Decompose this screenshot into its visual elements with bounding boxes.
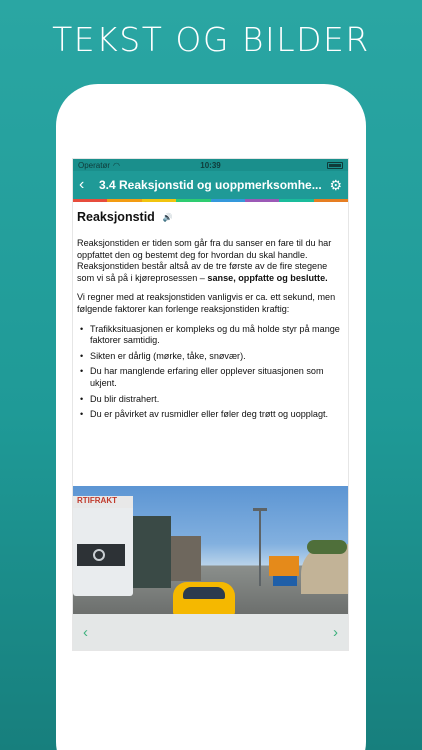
truck-trailer xyxy=(133,516,171,588)
strip-segment xyxy=(107,199,141,202)
bottom-nav-bar xyxy=(73,614,348,650)
road-sign xyxy=(269,556,299,576)
wifi-icon: ◠ xyxy=(113,160,120,170)
next-chevron-icon[interactable]: › xyxy=(333,623,338,641)
paragraph-1-text: Reaksjonstiden er tiden som går fra du sanser en fare til du har oppfattet den og bestemt deg for hvordan du skal handle. Reaksjonstiden består altså av de tre første av de fire stegene som vi så på i kjøreprosessen – xyxy=(77,238,332,283)
carrier-label: Operatør xyxy=(78,160,111,170)
list-item: • Trafikksituasjonen er kompleks og du må holde styr på mange faktorer samtidig. xyxy=(77,324,343,347)
list-item: • Du blir distrahert. xyxy=(77,394,343,406)
gear-icon[interactable]: ⚙ xyxy=(329,176,342,193)
factor-list xyxy=(77,324,343,421)
paragraph-1 xyxy=(77,238,343,284)
battery-icon xyxy=(327,162,343,169)
status-time: 10:39 xyxy=(200,160,221,170)
traffic-photo xyxy=(73,486,348,614)
color-strip xyxy=(73,199,348,202)
list-item: • Du er påvirket av rusmidler eller føler deg trøtt og uopplagt. xyxy=(77,409,343,421)
lesson-content xyxy=(73,202,348,421)
promo-title: TEKST OG BILDER xyxy=(52,20,370,59)
road-sign-blue xyxy=(273,576,297,586)
status-bar xyxy=(73,159,348,171)
strip-segment xyxy=(211,199,245,202)
strip-segment xyxy=(142,199,176,202)
strip-segment xyxy=(73,199,107,202)
truck-sign: RTIFRAKT xyxy=(73,496,133,508)
strip-segment xyxy=(176,199,210,202)
paragraph-2: Vi regner med at reaksjonstiden vanligvis er ca. ett sekund, men følgende faktorer kan forlenge reaksjonstiden kraftig: xyxy=(77,292,336,314)
lamp-head xyxy=(253,508,267,511)
truck-logo xyxy=(93,549,105,561)
strip-segment xyxy=(245,199,279,202)
section-title: Reaksjonstid xyxy=(77,210,155,224)
nav-title: 3.4 Reaksjonstid og uoppmerksomhe... xyxy=(99,178,322,192)
app-screen xyxy=(73,159,348,650)
nav-bar xyxy=(73,171,348,199)
back-chevron-icon[interactable]: ‹ xyxy=(79,176,85,193)
speaker-icon[interactable]: 🔊 xyxy=(162,212,173,222)
car-window xyxy=(183,587,225,599)
strip-segment xyxy=(279,199,313,202)
paragraph-1-bold: sanse, oppfatte og beslutte. xyxy=(207,272,328,283)
list-item: • Du har manglende erfaring eller opplever situasjonen som ukjent. xyxy=(77,366,343,389)
trees xyxy=(307,540,347,554)
lamp-post xyxy=(259,508,261,586)
prev-chevron-icon[interactable]: ‹ xyxy=(83,623,88,641)
section-header xyxy=(77,210,343,224)
crane-load xyxy=(171,536,201,581)
list-item: • Sikten er dårlig (mørke, tåke, snøvær). xyxy=(77,351,343,363)
strip-segment xyxy=(314,199,348,202)
